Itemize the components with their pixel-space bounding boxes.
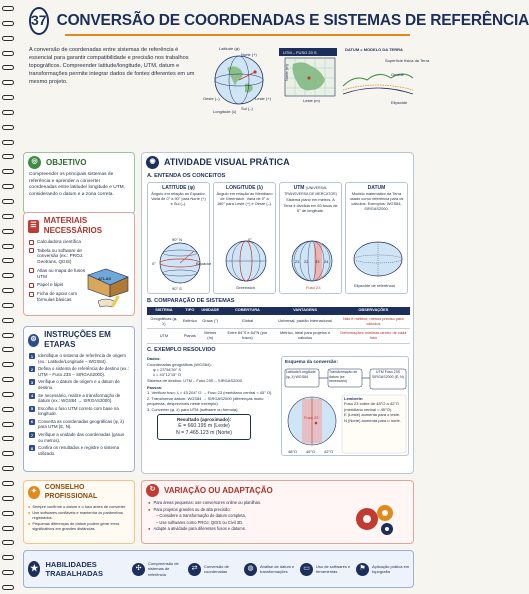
variation-box: [141, 480, 414, 544]
datum-title: DATUM = MODELO DA TERRA: [345, 47, 403, 52]
bullet-icon: ●: [148, 526, 151, 532]
skills-bar: [23, 550, 414, 588]
bullet-icon: ●: [28, 509, 31, 515]
list-item: – Considere a transformação de datum completa.: [156, 513, 246, 519]
longitude-label: Longitude (λ): [213, 109, 237, 114]
south-label: Sul (–): [241, 106, 253, 111]
list-item: 7 Verifique a unidade das coordenadas (graus ou metros).: [30, 432, 125, 443]
list-item: ● Adapte a atividade para diferentes fusos e datums.: [148, 526, 246, 532]
svg-text:90° N: 90° N: [172, 236, 183, 242]
lesson-number: 37: [29, 7, 49, 35]
skills-title: HABILIDADES TRABALHADAS: [45, 559, 103, 578]
list-item: Tabela ou software de conversão (ex.: PROJ, Geotrans, QGIS): [29, 248, 129, 265]
list-item: 6 Converta as coordenadas geográficas (φ, λ) para UTM (E, N).: [30, 418, 124, 430]
page-header: [17, 4, 529, 38]
west-label: Oeste (–): [203, 96, 220, 101]
east-label: Leste (+): [255, 96, 271, 101]
table-row: Geográficas (φ, λ) Esférico Graus (°) Global Universal, padrão internacional Não é métrico, menos preciso para cálculos: [147, 315, 410, 329]
worksheet-page: [17, 4, 529, 590]
longitude-globe-icon: [216, 235, 276, 291]
checkbox-icon: [29, 248, 34, 253]
pro-tip-list: [24, 505, 134, 533]
list-item: – Use softwares como PROJ, QGIS ou Civil 3D.: [156, 519, 244, 525]
gears-icon: [351, 499, 399, 539]
concept-datum: DATUM Modelo matemático da Terra usado como referência para os cálculos. Exemplos: WGS84, SIRGAS2000. Elipsoide de referência: [345, 182, 408, 294]
concept-utm: UTM (UNIVERSAL TRANSVERSA DE MERCATOR) Sistema plano em metros. A Terra é dividida em 60 fusos de 6° de longitude. 21 22 23 24 Fuso 23: [279, 182, 342, 294]
list-item: Papel e lápis: [29, 282, 129, 288]
svg-text:23: 23: [315, 258, 320, 264]
pro-tip-title: CONSELHO PROFISSIONAL: [44, 484, 98, 500]
svg-text:48°O: 48°O: [288, 448, 298, 454]
worked-example: [147, 356, 408, 456]
list-item: 5 Escolha o fuso UTM correto com base na longitude.: [30, 405, 119, 417]
datum-illustration: [341, 46, 430, 108]
result-box: Resultado (aproximado): E = 660.195 m (Leste) N = 7.465.123 m (Norte): [157, 414, 251, 440]
conversion-scheme: Esquema da conversão: Latitude/Longitude (φ, λ) WGS84 Transformação de datum (se necessário) UTM Fuso 23S SIRGAS2000 (E, N) 48°O 45°O 42°O Fuso 23 Lembrete: Fuso 23 cobre de 48°O a 42°O (meridiano central = 45°O). E (Leste) aumenta para o leste. N (Norte) aumenta para o norte.: [281, 356, 409, 456]
datum-geoid-label: Geoide: [391, 72, 404, 77]
eye-icon: ◉: [146, 156, 159, 169]
laptop-icon: ▭: [300, 563, 313, 576]
checkbox-icon: [29, 268, 34, 273]
target-icon: ◎: [28, 156, 41, 169]
variation-list: [142, 500, 332, 532]
title-underline: [65, 34, 410, 36]
svg-text:0°: 0°: [248, 236, 252, 242]
list-item: ● Use softwares confiáveis e mantenha os parâmetros registrados.: [28, 509, 123, 520]
materials-title: MATERIAIS NECESSÁRIOS: [43, 216, 103, 235]
skill-item: ⚑ Aplicação prática em topografia: [356, 563, 412, 576]
svg-text:21: 21: [295, 258, 300, 264]
svg-text:Equador: Equador: [196, 260, 212, 266]
datum-ellipsoid-label: Elipsoide: [391, 100, 408, 105]
concept-latitude: LATITUDE (φ) Ângulo em relação ao Equador. Varia de 0° a 90° para Norte (+) e Sul (–). 90° N Equador 0° 90° S: [147, 182, 210, 294]
atlas-label: ATLAS: [98, 276, 112, 281]
concept-longitude: LONGITUDE (λ) Ângulo em relação ao Meridiano de Greenwich. Varia de 0° a 180° para Leste (+) e Oeste (–). 0° Greenwich: [213, 182, 276, 294]
list-item: ● Sempre confirme o datum e o fuso antes de converter.: [28, 503, 127, 509]
objective-title: OBJETIVO: [46, 157, 87, 167]
checkbox-icon: [29, 292, 34, 297]
objective-box: [23, 152, 135, 214]
svg-text:42°O: 42°O: [324, 448, 334, 454]
page-title: CONVERSÃO DE COORDENADAS E SISTEMAS DE REFERÊNCIA: [56, 12, 529, 30]
list-item: 4 Se necessário, realize a transformação de datum (ex.: WGS84 → SIRGAS2000).: [30, 392, 121, 404]
activity-title: ATIVIDADE VISUAL PRÁTICA: [164, 156, 290, 167]
bullet-icon: ●: [148, 506, 151, 512]
skill-item: ✣ Compreensão de sistemas de referência: [132, 561, 188, 577]
scheme-diagram: Latitude/Longitude (φ, λ) WGS84 Transformação de datum (se necessário) UTM Fuso 23S SIRGAS2000 (E, N) 48°O 45°O 42°O Fuso 23 Lembrete: Fuso 23 cobre de 48°O a 42°O (meridiano central = 45°O). E (Leste) aumenta para o leste. N (Norte) aumenta para o norte.: [282, 367, 410, 457]
variation-title: VARIAÇÃO OU ADAPTAÇÃO: [164, 485, 273, 495]
bullet-icon: ●: [28, 521, 31, 527]
bullet-icon: ●: [28, 503, 31, 509]
list-item: ● Pequenas diferenças de datum podem gerar erros significativos em grandes distâncias.: [28, 521, 120, 532]
svg-text:0°: 0°: [152, 260, 156, 266]
datum-surface-label: Superfície física da Terra: [385, 58, 430, 63]
list-item: 8 Confira os resultados e registre o sistema utilizado.: [30, 445, 120, 456]
svg-text:Elipsoide de referência: Elipsoide de referência: [354, 282, 395, 288]
section-b-title: B. COMPARAÇÃO DE SISTEMAS: [147, 297, 235, 304]
utm-east-axis: Leste (m): [303, 98, 320, 103]
list-item: Ficha de apoio com fórmulas básicas: [29, 291, 129, 302]
steps-box: [23, 326, 135, 472]
checkbox-icon: [29, 240, 34, 245]
latitude-label: Latitude (φ): [219, 46, 240, 51]
list-item: 1 Identifique o sistema de referência de origem (ex.: Latitude/Longitude – WGS84).: [30, 353, 126, 364]
steps-list: [24, 353, 134, 456]
checkbox-icon: [29, 283, 34, 288]
concepts-row: [142, 182, 413, 294]
ellipsoid-icon: [348, 235, 408, 291]
list-item: ● Para áreas pequenas: use conversores online ou planilhas.: [148, 500, 262, 505]
intro-text: A conversão de coordenadas entre sistemas de referência é essencial para garantir compatibilidade e precisão nos trabalhos topográficos. Compreender latitude/longitude, UTM, datum e transformações permite integrar dados de fontes diferentes em um mesmo projeto.: [29, 47, 195, 86]
list-item: ● Para projetos grandes ou de alta precisão:: [148, 506, 231, 512]
utm-zone-label: UTM – FUSO 23 S: [283, 50, 317, 55]
refresh-icon: ↻: [146, 484, 159, 497]
list-item: Calculadora científica: [29, 239, 129, 245]
utm-north-axis: Norte (m): [284, 64, 289, 81]
materials-box: [23, 212, 135, 316]
svg-text:24: 24: [324, 258, 329, 264]
atlas-book-icon: [84, 265, 132, 309]
skill-item: ⇄ Conversão de coordenadas: [188, 563, 244, 576]
objective-text: Compreender os principais sistemas de referência e aprender a converter coordenadas entre latitude/ longitude e UTM, considerando o datum e a zona correta.: [29, 172, 125, 198]
comparison-table: [147, 307, 410, 344]
svg-text:90° S: 90° S: [172, 285, 182, 291]
map-icon: ⚑: [356, 563, 369, 576]
gear-icon: ⚙: [28, 334, 39, 347]
svg-text:45°O: 45°O: [306, 448, 316, 454]
table-header-row: SISTEMA TIPO UNIDADE COBERTURA VANTAGENS OBSERVAÇÕES: [147, 307, 410, 315]
checklist-icon: ☰: [28, 220, 39, 233]
north-label: Norte (+): [241, 52, 257, 57]
list-item: 3 Verifique o datum de origem e o datum de destino.: [30, 379, 120, 390]
globe-icon: ◍: [244, 563, 257, 576]
steps-title: INSTRUÇÕES EM ETAPAS: [44, 330, 111, 349]
svg-text:Greenwich: Greenwich: [236, 284, 256, 290]
spiral-binding: [2, 6, 14, 590]
section-c-title: C. EXEMPLO RESOLVIDO: [147, 347, 216, 354]
utm-map-illustration: [279, 48, 337, 104]
svg-text:Fuso 23: Fuso 23: [306, 284, 321, 290]
list-item: Atlas ou mapa de fusos UTM: [29, 268, 129, 279]
svg-text:22: 22: [304, 258, 309, 264]
skill-item: ◍ Análise de datum e transformações: [244, 563, 300, 576]
example-data: Dados: Coordenadas geográficas (WGS84): φ = 23°54'30" S λ = 43°12'15" O Sistema de destino: UTM – Fuso 23S – SIRGAS2000 Passos: 1. Verificar fuso: λ = 43,204° O → Fuso 23 (meridiano central = 45° O). 2. Transformar datum: WGS84 → SIRGAS2000 (diferenças muito pequenas, desprezíveis neste exemplo). 3. Converter (φ, λ) para UTM (software ou fórmula). Resultado (aproximado): E = 660.195 m (Leste) N = 7.465.123 m (Norte): [147, 356, 277, 440]
activity-box: [141, 152, 414, 474]
skill-item: ▭ Uso de softwares e ferramentas: [300, 563, 356, 576]
latitude-globe-icon: [150, 235, 210, 291]
swap-icon: ⇄: [188, 563, 201, 576]
utm-zones-globe-icon: [282, 235, 342, 291]
section-a-title: A. ENTENDA OS CONCEITOS: [147, 173, 226, 179]
list-item: 2 Defina o sistema de referência de destino (ex.: UTM – Fuso 23S – SIRGAS2000).: [30, 366, 129, 377]
star-icon: ★: [28, 561, 40, 577]
table-row: UTM Planas Metros (m) Entre 84°S e 84°N (por fusos) Métrico, ideal para projetos e cálculos Deformações mínimas dentro de cada fuso: [147, 329, 410, 344]
bullet-icon: ●: [148, 500, 151, 505]
compass-icon: ✣: [132, 563, 145, 576]
globe-illustration: [203, 44, 273, 114]
svg-text:Fuso 23: Fuso 23: [304, 414, 319, 420]
lightbulb-icon: ✦: [28, 486, 40, 499]
pro-tip-box: [23, 480, 135, 544]
